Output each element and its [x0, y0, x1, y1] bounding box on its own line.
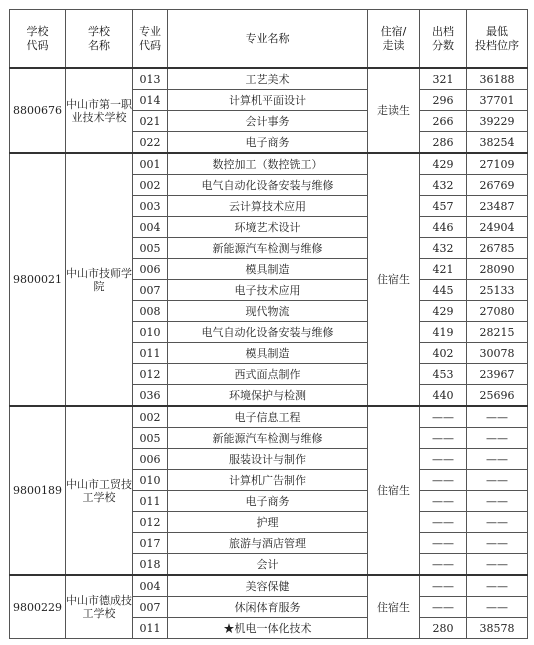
major-code-cell: 036	[133, 385, 168, 407]
header-school-name: 学校 名称	[66, 10, 133, 69]
major-name-cell: 计算机平面设计	[168, 90, 368, 111]
boarding-cell: 住宿生	[368, 153, 420, 406]
boarding-cell: 住宿生	[368, 406, 420, 575]
major-code-cell: 013	[133, 68, 168, 90]
score-cell: 296	[420, 90, 467, 111]
major-code-cell: 018	[133, 554, 168, 576]
major-name-cell: 电子商务	[168, 491, 368, 512]
score-cell: ——	[420, 449, 467, 470]
rank-cell: ——	[467, 470, 528, 491]
major-code-cell: 011	[133, 491, 168, 512]
major-code-cell: 011	[133, 343, 168, 364]
major-name-cell: 电子信息工程	[168, 406, 368, 428]
major-name-cell: 新能源汽车检测与维修	[168, 238, 368, 259]
major-code-cell: 012	[133, 512, 168, 533]
header-score: 出档 分数	[420, 10, 467, 69]
rank-cell: 27080	[467, 301, 528, 322]
score-cell: 432	[420, 175, 467, 196]
score-cell: 440	[420, 385, 467, 407]
major-code-cell: 017	[133, 533, 168, 554]
major-code-cell: 001	[133, 153, 168, 175]
rank-cell: 25696	[467, 385, 528, 407]
rank-cell: 23967	[467, 364, 528, 385]
major-name-cell: 电子商务	[168, 132, 368, 154]
major-code-cell: 010	[133, 322, 168, 343]
major-name-cell: 电气自动化设备安装与维修	[168, 322, 368, 343]
rank-cell: 24904	[467, 217, 528, 238]
rank-cell: 26785	[467, 238, 528, 259]
score-cell: 402	[420, 343, 467, 364]
major-code-cell: 014	[133, 90, 168, 111]
rank-cell: 38578	[467, 618, 528, 639]
major-code-cell: 005	[133, 238, 168, 259]
score-cell: ——	[420, 512, 467, 533]
rank-cell: 38254	[467, 132, 528, 154]
score-cell: ——	[420, 428, 467, 449]
major-name-cell: 电气自动化设备安装与维修	[168, 175, 368, 196]
school-code-cell: 9800189	[10, 406, 66, 575]
header-major-name: 专业名称	[168, 10, 368, 69]
header-boarding: 住宿/ 走读	[368, 10, 420, 69]
school-code-cell: 8800676	[10, 68, 66, 153]
score-cell: 429	[420, 153, 467, 175]
major-name-cell: 西式面点制作	[168, 364, 368, 385]
score-cell: 266	[420, 111, 467, 132]
score-cell: 429	[420, 301, 467, 322]
major-name-cell: 旅游与酒店管理	[168, 533, 368, 554]
table-row	[10, 575, 528, 597]
major-code-cell: 002	[133, 175, 168, 196]
major-name-cell: 服装设计与制作	[168, 449, 368, 470]
rank-cell: 23487	[467, 196, 528, 217]
table-body	[10, 68, 528, 639]
major-code-cell: 007	[133, 597, 168, 618]
boarding-cell: 走读生	[368, 68, 420, 153]
rank-cell: ——	[467, 512, 528, 533]
score-cell: 453	[420, 364, 467, 385]
major-code-cell: 006	[133, 449, 168, 470]
major-code-cell: 004	[133, 217, 168, 238]
major-name-cell: 计算机广告制作	[168, 470, 368, 491]
major-code-cell: 004	[133, 575, 168, 597]
major-name-cell: 模具制造	[168, 259, 368, 280]
major-name-cell: 工艺美术	[168, 68, 368, 90]
rank-cell: 37701	[467, 90, 528, 111]
rank-cell: ——	[467, 449, 528, 470]
major-code-cell: 011	[133, 618, 168, 639]
header-school-code: 学校 代码	[10, 10, 66, 69]
rank-cell: 28090	[467, 259, 528, 280]
score-cell: 457	[420, 196, 467, 217]
major-name-cell: ★机电一体化技术	[168, 618, 368, 639]
major-name-cell: 新能源汽车检测与维修	[168, 428, 368, 449]
rank-cell: 25133	[467, 280, 528, 301]
school-name-cell: 中山市工贸技工学校	[66, 406, 133, 575]
score-cell: 446	[420, 217, 467, 238]
rank-cell: ——	[467, 428, 528, 449]
score-cell: 280	[420, 618, 467, 639]
table-row	[10, 68, 528, 90]
score-cell: 321	[420, 68, 467, 90]
score-cell: ——	[420, 406, 467, 428]
rank-cell: ——	[467, 491, 528, 512]
header-rank: 最低 投档位序	[467, 10, 528, 69]
admission-table-sheet	[9, 9, 527, 639]
rank-cell: 36188	[467, 68, 528, 90]
major-name-cell: 休闲体育服务	[168, 597, 368, 618]
admission-table	[9, 9, 528, 639]
score-cell: 445	[420, 280, 467, 301]
major-name-cell: 环境保护与检测	[168, 385, 368, 407]
major-code-cell: 021	[133, 111, 168, 132]
rank-cell: ——	[467, 406, 528, 428]
major-code-cell: 022	[133, 132, 168, 154]
major-name-cell: 会计事务	[168, 111, 368, 132]
rank-cell: 26769	[467, 175, 528, 196]
major-code-cell: 006	[133, 259, 168, 280]
header-major-code: 专业 代码	[133, 10, 168, 69]
rank-cell: ——	[467, 533, 528, 554]
school-name-cell: 中山市第一职业技术学校	[66, 68, 133, 153]
major-code-cell: 007	[133, 280, 168, 301]
score-cell: 419	[420, 322, 467, 343]
table-row	[10, 406, 528, 428]
major-code-cell: 010	[133, 470, 168, 491]
score-cell: ——	[420, 597, 467, 618]
rank-cell: ——	[467, 575, 528, 597]
major-name-cell: 现代物流	[168, 301, 368, 322]
score-cell: ——	[420, 491, 467, 512]
score-cell: ——	[420, 533, 467, 554]
major-name-cell: 环境艺术设计	[168, 217, 368, 238]
rank-cell: ——	[467, 554, 528, 576]
header-row	[10, 10, 528, 69]
major-name-cell: 护理	[168, 512, 368, 533]
school-code-cell: 9800229	[10, 575, 66, 639]
major-name-cell: 数控加工（数控铣工）	[168, 153, 368, 175]
school-name-cell: 中山市德成技工学校	[66, 575, 133, 639]
rank-cell: 28215	[467, 322, 528, 343]
rank-cell: 39229	[467, 111, 528, 132]
table-row	[10, 153, 528, 175]
major-code-cell: 005	[133, 428, 168, 449]
major-code-cell: 003	[133, 196, 168, 217]
major-name-cell: 会计	[168, 554, 368, 576]
score-cell: ——	[420, 554, 467, 576]
major-code-cell: 012	[133, 364, 168, 385]
school-code-cell: 9800021	[10, 153, 66, 406]
score-cell: 286	[420, 132, 467, 154]
major-name-cell: 美容保健	[168, 575, 368, 597]
major-name-cell: 模具制造	[168, 343, 368, 364]
boarding-cell: 住宿生	[368, 575, 420, 639]
rank-cell: 27109	[467, 153, 528, 175]
score-cell: ——	[420, 470, 467, 491]
major-code-cell: 002	[133, 406, 168, 428]
score-cell: 432	[420, 238, 467, 259]
major-name-cell: 云计算技术应用	[168, 196, 368, 217]
rank-cell: ——	[467, 597, 528, 618]
rank-cell: 30078	[467, 343, 528, 364]
major-code-cell: 008	[133, 301, 168, 322]
score-cell: ——	[420, 575, 467, 597]
school-name-cell: 中山市技师学院	[66, 153, 133, 406]
major-name-cell: 电子技术应用	[168, 280, 368, 301]
score-cell: 421	[420, 259, 467, 280]
